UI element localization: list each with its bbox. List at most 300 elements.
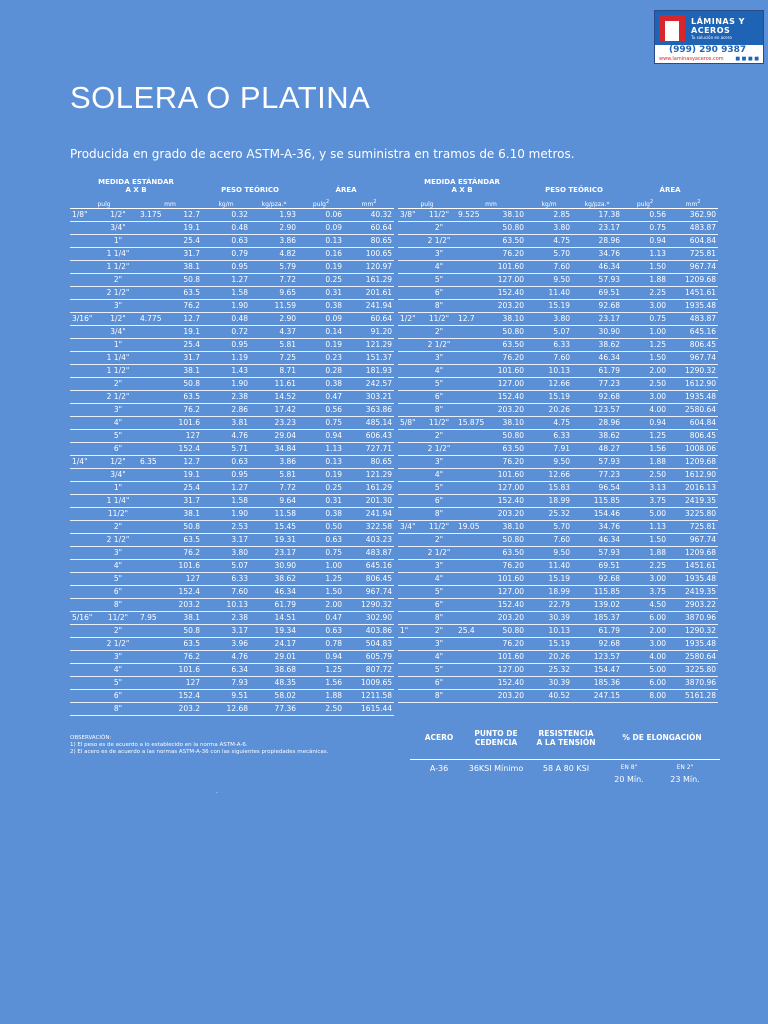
cell-thickness-mm	[138, 287, 172, 300]
table-row	[398, 391, 718, 404]
cell-weight-kgpza: 34.84	[250, 443, 298, 456]
cell-thickness-mm	[138, 222, 172, 235]
cell-thickness-mm	[456, 651, 492, 664]
cell-weight-kgm: 15.19	[526, 638, 572, 651]
cell-area-in2: 6.00	[622, 677, 668, 690]
cell-thickness-mm	[456, 508, 492, 521]
cell-thickness-mm	[138, 651, 172, 664]
cell-weight-kgm: 7.60	[526, 352, 572, 365]
cell-weight-kgpza: 23.17	[250, 547, 298, 560]
cell-thickness-in	[398, 599, 422, 612]
cell-width-in: 8"	[422, 300, 456, 313]
cell-thickness-in	[398, 690, 422, 703]
cell-thickness-in	[398, 391, 422, 404]
cell-width-mm: 38.1	[172, 612, 202, 625]
cell-weight-kgpza: 7.72	[250, 274, 298, 287]
cell-thickness-mm: 19.05	[456, 521, 492, 534]
cell-thickness-mm	[456, 339, 492, 352]
table-row	[70, 664, 394, 677]
cell-area-mm2: 91.20	[344, 326, 394, 339]
cell-weight-kgpza: 57.93	[572, 547, 622, 560]
cell-width-mm: 31.7	[172, 248, 202, 261]
cell-area-mm2: 201.61	[344, 287, 394, 300]
cell-area-in2: 1.00	[298, 560, 344, 573]
cell-area-in2: 2.50	[298, 703, 344, 716]
cell-width-in: 1/2"	[98, 456, 138, 469]
cell-area-in2: 0.50	[298, 521, 344, 534]
cell-thickness-in	[398, 456, 422, 469]
cell-thickness-in: 3/8"	[398, 209, 422, 222]
cell-width-in: 3"	[422, 560, 456, 573]
cell-weight-kgm: 5.07	[202, 560, 250, 573]
cell-width-in: 4"	[422, 261, 456, 274]
cell-area-mm2: 60.64	[344, 313, 394, 326]
cell-weight-kgpza: 247.15	[572, 690, 622, 703]
cell-weight-kgpza: 92.68	[572, 573, 622, 586]
cell-area-in2: 0.31	[298, 495, 344, 508]
cell-thickness-in	[398, 573, 422, 586]
cell-thickness-in	[70, 703, 98, 716]
cell-weight-kgm: 10.13	[526, 625, 572, 638]
cell-thickness-in: 5/8"	[398, 417, 422, 430]
table-row	[398, 222, 718, 235]
cell-weight-kgm: 10.13	[526, 365, 572, 378]
cell-area-mm2: 1008.06	[668, 443, 718, 456]
prop-header-cedencia-2: CEDENCIA	[474, 738, 518, 747]
cell-width-mm: 38.1	[172, 261, 202, 274]
cell-width-mm: 127	[172, 430, 202, 443]
specs-table-right-body	[398, 209, 718, 703]
cell-weight-kgm: 5.70	[526, 248, 572, 261]
cell-thickness-mm	[138, 547, 172, 560]
cell-area-in2: 1.88	[622, 456, 668, 469]
header-pulg2-label: pulg	[636, 201, 650, 208]
cell-width-in: 8"	[98, 599, 138, 612]
cell-area-mm2: 3870.96	[668, 612, 718, 625]
cell-thickness-in	[398, 612, 422, 625]
cell-thickness-mm	[138, 430, 172, 443]
cell-thickness-in	[70, 391, 98, 404]
cell-thickness-in	[398, 274, 422, 287]
cell-weight-kgm: 9.50	[526, 547, 572, 560]
cell-thickness-mm	[138, 586, 172, 599]
cell-weight-kgpza: 23.23	[250, 417, 298, 430]
cell-weight-kgpza: 3.86	[250, 235, 298, 248]
cell-area-in2: 0.28	[298, 365, 344, 378]
cell-thickness-in	[70, 287, 98, 300]
cell-weight-kgpza: 77.23	[572, 469, 622, 482]
cell-thickness-mm	[456, 287, 492, 300]
cell-thickness-in	[70, 300, 98, 313]
cell-thickness-mm	[456, 677, 492, 690]
cell-area-mm2: 80.65	[344, 456, 394, 469]
cell-weight-kgm: 1.58	[202, 495, 250, 508]
cell-thickness-in: 1/2"	[398, 313, 422, 326]
cell-weight-kgpza: 5.81	[250, 469, 298, 482]
cell-weight-kgm: 7.91	[526, 443, 572, 456]
cell-area-mm2: 1935.48	[668, 638, 718, 651]
table-row	[398, 378, 718, 391]
table-row	[398, 677, 718, 690]
cell-thickness-mm	[138, 443, 172, 456]
cell-width-mm: 127.00	[492, 378, 526, 391]
table-row	[70, 560, 394, 573]
cell-width-in: 6"	[98, 443, 138, 456]
table-row	[398, 235, 718, 248]
cell-area-in2: 0.75	[298, 547, 344, 560]
cell-weight-kgm: 7.60	[526, 534, 572, 547]
cell-width-in: 2"	[422, 326, 456, 339]
cell-width-in: 6"	[422, 599, 456, 612]
table-row	[70, 586, 394, 599]
properties-header	[410, 725, 720, 760]
cell-thickness-mm	[138, 365, 172, 378]
cell-weight-kgm: 4.75	[526, 235, 572, 248]
cell-thickness-in	[398, 352, 422, 365]
cell-area-mm2: 1935.48	[668, 573, 718, 586]
cell-weight-kgm: 3.17	[202, 534, 250, 547]
header-pulg: pulg	[398, 194, 456, 209]
table-row	[398, 690, 718, 703]
cell-width-in: 5"	[422, 586, 456, 599]
cell-weight-kgm: 5.71	[202, 443, 250, 456]
cell-width-in: 3"	[422, 352, 456, 365]
cell-weight-kgm: 9.50	[526, 456, 572, 469]
cell-weight-kgm: 7.93	[202, 677, 250, 690]
cell-area-in2: 6.00	[622, 612, 668, 625]
cell-weight-kgm: 25.32	[526, 664, 572, 677]
cell-thickness-mm: 6.35	[138, 456, 172, 469]
cell-thickness-mm: 12.7	[456, 313, 492, 326]
cell-weight-kgpza: 46.34	[572, 261, 622, 274]
cell-thickness-mm	[138, 339, 172, 352]
cell-width-mm: 101.60	[492, 651, 526, 664]
cell-thickness-in	[398, 222, 422, 235]
cell-thickness-in	[70, 664, 98, 677]
table-row	[398, 456, 718, 469]
header-mm2	[344, 194, 394, 209]
cell-thickness-in	[70, 274, 98, 287]
cell-thickness-in	[398, 469, 422, 482]
table-row	[398, 261, 718, 274]
cell-area-mm2: 2419.35	[668, 586, 718, 599]
cell-area-mm2: 2419.35	[668, 495, 718, 508]
cell-area-mm2: 1290.32	[668, 625, 718, 638]
cell-thickness-in	[398, 404, 422, 417]
cell-weight-kgm: 0.48	[202, 313, 250, 326]
cell-weight-kgpza: 9.64	[250, 495, 298, 508]
cell-thickness-in	[70, 261, 98, 274]
logo-website: www.laminasyaceros.com	[659, 56, 724, 62]
logo-tagline: Tu solución en acero	[691, 35, 732, 40]
cell-weight-kgm: 7.60	[526, 261, 572, 274]
cell-weight-kgm: 5.70	[526, 521, 572, 534]
table-row	[70, 482, 394, 495]
cell-thickness-mm	[456, 261, 492, 274]
specs-table-right	[398, 170, 718, 703]
cell-weight-kgm: 15.19	[526, 573, 572, 586]
cell-area-mm2: 1290.32	[668, 365, 718, 378]
cell-width-mm: 31.7	[172, 352, 202, 365]
cell-weight-kgpza: 2.90	[250, 222, 298, 235]
cell-width-mm: 31.7	[172, 495, 202, 508]
table-row	[70, 703, 394, 716]
cell-width-in: 2"	[98, 521, 138, 534]
cell-weight-kgm: 3.96	[202, 638, 250, 651]
cell-width-mm: 76.20	[492, 560, 526, 573]
cell-weight-kgm: 11.40	[526, 287, 572, 300]
header-mm2-exp: 2	[373, 199, 377, 205]
header-kgpza: kg/pza.*	[250, 194, 298, 209]
cell-weight-kgpza: 29.01	[250, 651, 298, 664]
table-row	[70, 404, 394, 417]
cell-weight-kgpza: 185.36	[572, 677, 622, 690]
cell-width-mm: 63.50	[492, 235, 526, 248]
cell-area-mm2: 241.94	[344, 300, 394, 313]
cell-width-mm: 19.1	[172, 326, 202, 339]
table-row	[70, 521, 394, 534]
cell-weight-kgpza: 61.79	[572, 365, 622, 378]
cell-weight-kgpza: 123.57	[572, 404, 622, 417]
cell-weight-kgm: 15.83	[526, 482, 572, 495]
cell-thickness-in	[70, 339, 98, 352]
cell-area-in2: 1.88	[622, 547, 668, 560]
cell-width-in: 11/2"	[98, 612, 138, 625]
cell-weight-kgpza: 96.54	[572, 482, 622, 495]
table-row	[398, 664, 718, 677]
cell-width-mm: 101.6	[172, 417, 202, 430]
cell-weight-kgm: 0.48	[202, 222, 250, 235]
cell-weight-kgpza: 92.68	[572, 391, 622, 404]
table-row	[398, 508, 718, 521]
cell-area-mm2: 302.90	[344, 612, 394, 625]
logo-name: LÁMINAS Y ACEROS	[691, 17, 745, 35]
cell-area-in2: 3.00	[622, 391, 668, 404]
cell-width-in: 3"	[98, 547, 138, 560]
cell-thickness-mm	[138, 508, 172, 521]
cell-width-in: 2 1/2"	[98, 287, 138, 300]
table-row	[398, 638, 718, 651]
cell-thickness-in	[398, 482, 422, 495]
cell-weight-kgm: 1.90	[202, 300, 250, 313]
cell-area-mm2: 161.29	[344, 482, 394, 495]
page-subtitle: Producida en grado de acero ASTM-A-36, y se suministra en tramos de 6.10 metros.	[70, 147, 575, 161]
cell-weight-kgm: 1.58	[202, 287, 250, 300]
cell-thickness-mm: 9.525	[456, 209, 492, 222]
cell-area-in2: 0.94	[298, 430, 344, 443]
cell-width-in: 1/2"	[98, 209, 138, 222]
table-row	[70, 651, 394, 664]
cell-weight-kgm: 30.39	[526, 612, 572, 625]
cell-area-mm2: 161.29	[344, 274, 394, 287]
cell-thickness-mm	[456, 235, 492, 248]
cell-width-in: 8"	[422, 690, 456, 703]
cell-area-mm2: 967.74	[668, 261, 718, 274]
cell-area-mm2: 5161.28	[668, 690, 718, 703]
cell-weight-kgpza: 69.51	[572, 560, 622, 573]
header-medida	[398, 170, 526, 194]
prop-header-cedencia-1: PUNTO DE	[474, 729, 518, 738]
cell-width-in: 6"	[422, 677, 456, 690]
cell-area-mm2: 806.45	[344, 573, 394, 586]
cell-weight-kgpza: 29.04	[250, 430, 298, 443]
prop-header-tension-1: RESISTENCIA	[538, 729, 594, 738]
cell-thickness-in	[70, 235, 98, 248]
header-medida	[70, 170, 202, 194]
cell-weight-kgm: 2.38	[202, 391, 250, 404]
cell-weight-kgpza: 11.58	[250, 508, 298, 521]
prop-header-tension	[532, 729, 600, 747]
cell-width-in: 4"	[422, 651, 456, 664]
cell-thickness-in	[70, 508, 98, 521]
cell-width-mm: 203.20	[492, 404, 526, 417]
cell-width-in: 2 1/2"	[422, 235, 456, 248]
cell-area-in2: 4.00	[622, 651, 668, 664]
header-medida-label: MEDIDA ESTÁNDAR	[424, 178, 500, 186]
cell-area-mm2: 201.30	[344, 495, 394, 508]
cell-width-in: 4"	[422, 573, 456, 586]
cell-thickness-in	[398, 508, 422, 521]
cell-thickness-mm	[456, 274, 492, 287]
header-area: ÁREA	[659, 186, 681, 194]
cell-width-in: 2 1/2"	[98, 534, 138, 547]
cell-weight-kgpza: 19.34	[250, 625, 298, 638]
cell-area-mm2: 121.29	[344, 469, 394, 482]
cell-width-mm: 101.6	[172, 664, 202, 677]
cell-weight-kgm: 2.38	[202, 612, 250, 625]
cell-area-mm2: 1009.65	[344, 677, 394, 690]
cell-width-in: 6"	[422, 391, 456, 404]
cell-thickness-mm	[456, 612, 492, 625]
cell-width-in: 5"	[98, 430, 138, 443]
cell-width-in: 4"	[422, 365, 456, 378]
cell-thickness-in	[398, 430, 422, 443]
cell-width-mm: 101.6	[172, 560, 202, 573]
header-pulg2	[298, 194, 344, 209]
cell-weight-kgpza: 154.46	[572, 508, 622, 521]
cell-area-mm2: 60.64	[344, 222, 394, 235]
cell-area-in2: 0.13	[298, 235, 344, 248]
cell-thickness-in	[70, 248, 98, 261]
cell-area-in2: 0.31	[298, 287, 344, 300]
cell-area-mm2: 606.43	[344, 430, 394, 443]
cell-area-in2: 1.00	[622, 326, 668, 339]
cell-weight-kgm: 6.33	[202, 573, 250, 586]
cell-area-mm2: 645.16	[668, 326, 718, 339]
cell-width-mm: 25.4	[172, 235, 202, 248]
cell-weight-kgpza: 28.96	[572, 417, 622, 430]
cell-area-in2: 1.13	[622, 521, 668, 534]
cell-weight-kgm: 15.19	[526, 391, 572, 404]
cell-thickness-mm	[138, 534, 172, 547]
cell-thickness-mm	[138, 664, 172, 677]
table-row	[398, 521, 718, 534]
cell-area-mm2: 100.65	[344, 248, 394, 261]
cell-weight-kgpza: 115.85	[572, 586, 622, 599]
cell-thickness-mm	[138, 248, 172, 261]
cell-area-in2: 1.13	[622, 248, 668, 261]
cell-thickness-in	[398, 547, 422, 560]
cell-width-in: 4"	[98, 560, 138, 573]
cell-width-in: 1 1/2"	[98, 261, 138, 274]
cell-area-mm2: 181.93	[344, 365, 394, 378]
cell-area-mm2: 2580.64	[668, 404, 718, 417]
cell-thickness-in	[398, 495, 422, 508]
cell-area-mm2: 1451.61	[668, 287, 718, 300]
cell-thickness-in	[70, 638, 98, 651]
cell-thickness-mm	[138, 352, 172, 365]
cell-width-mm: 38.10	[492, 417, 526, 430]
cell-width-mm: 152.40	[492, 599, 526, 612]
cell-width-in: 11/2"	[422, 521, 456, 534]
header-pulg: pulg	[70, 194, 138, 209]
cell-area-in2: 1.50	[298, 586, 344, 599]
cell-width-in: 1 1/4"	[98, 495, 138, 508]
cell-width-mm: 203.2	[172, 703, 202, 716]
table-row	[398, 443, 718, 456]
cell-width-mm: 127.00	[492, 664, 526, 677]
header-peso: PESO TEÓRICO	[221, 186, 279, 194]
cell-width-mm: 19.1	[172, 222, 202, 235]
cell-weight-kgpza: 2.90	[250, 313, 298, 326]
cell-width-in: 5"	[422, 274, 456, 287]
cell-width-mm: 152.40	[492, 391, 526, 404]
table-row	[398, 482, 718, 495]
page-title: SOLERA O PLATINA	[70, 80, 371, 115]
cell-thickness-mm	[138, 469, 172, 482]
cell-area-in2: 2.00	[298, 599, 344, 612]
cell-weight-kgpza: 61.79	[250, 599, 298, 612]
cell-weight-kgm: 0.63	[202, 456, 250, 469]
cell-area-in2: 0.23	[298, 352, 344, 365]
cell-width-mm: 203.20	[492, 508, 526, 521]
cell-area-mm2: 241.94	[344, 508, 394, 521]
cell-weight-kgm: 10.13	[202, 599, 250, 612]
cell-thickness-in	[70, 495, 98, 508]
table-row	[398, 209, 718, 222]
cell-thickness-in	[70, 222, 98, 235]
cell-width-mm: 50.8	[172, 378, 202, 391]
cell-weight-kgm: 0.32	[202, 209, 250, 222]
cell-thickness-in	[70, 417, 98, 430]
table-row	[70, 599, 394, 612]
cell-area-mm2: 485.14	[344, 417, 394, 430]
cell-area-mm2: 483.87	[668, 222, 718, 235]
cell-width-in: 8"	[422, 612, 456, 625]
cell-thickness-in	[398, 534, 422, 547]
logo-mark-inner-icon	[665, 21, 679, 41]
table-row	[398, 430, 718, 443]
header-axb-label: A X B	[451, 186, 473, 194]
cell-width-in: 1 1/4"	[98, 248, 138, 261]
cell-thickness-in	[398, 300, 422, 313]
cell-weight-kgm: 12.66	[526, 469, 572, 482]
cell-thickness-mm	[138, 482, 172, 495]
cell-area-mm2: 363.86	[344, 404, 394, 417]
cell-width-mm: 152.40	[492, 287, 526, 300]
cell-weight-kgm: 12.68	[202, 703, 250, 716]
cell-width-in: 3/4"	[98, 469, 138, 482]
cell-width-mm: 127	[172, 677, 202, 690]
cell-thickness-mm	[456, 456, 492, 469]
cell-thickness-mm	[456, 300, 492, 313]
cell-weight-kgpza: 30.90	[572, 326, 622, 339]
cell-thickness-in	[70, 586, 98, 599]
cell-weight-kgpza: 48.27	[572, 443, 622, 456]
header-pulg2-label: pulg	[312, 201, 326, 208]
cell-weight-kgpza: 8.71	[250, 365, 298, 378]
cell-thickness-in	[398, 586, 422, 599]
